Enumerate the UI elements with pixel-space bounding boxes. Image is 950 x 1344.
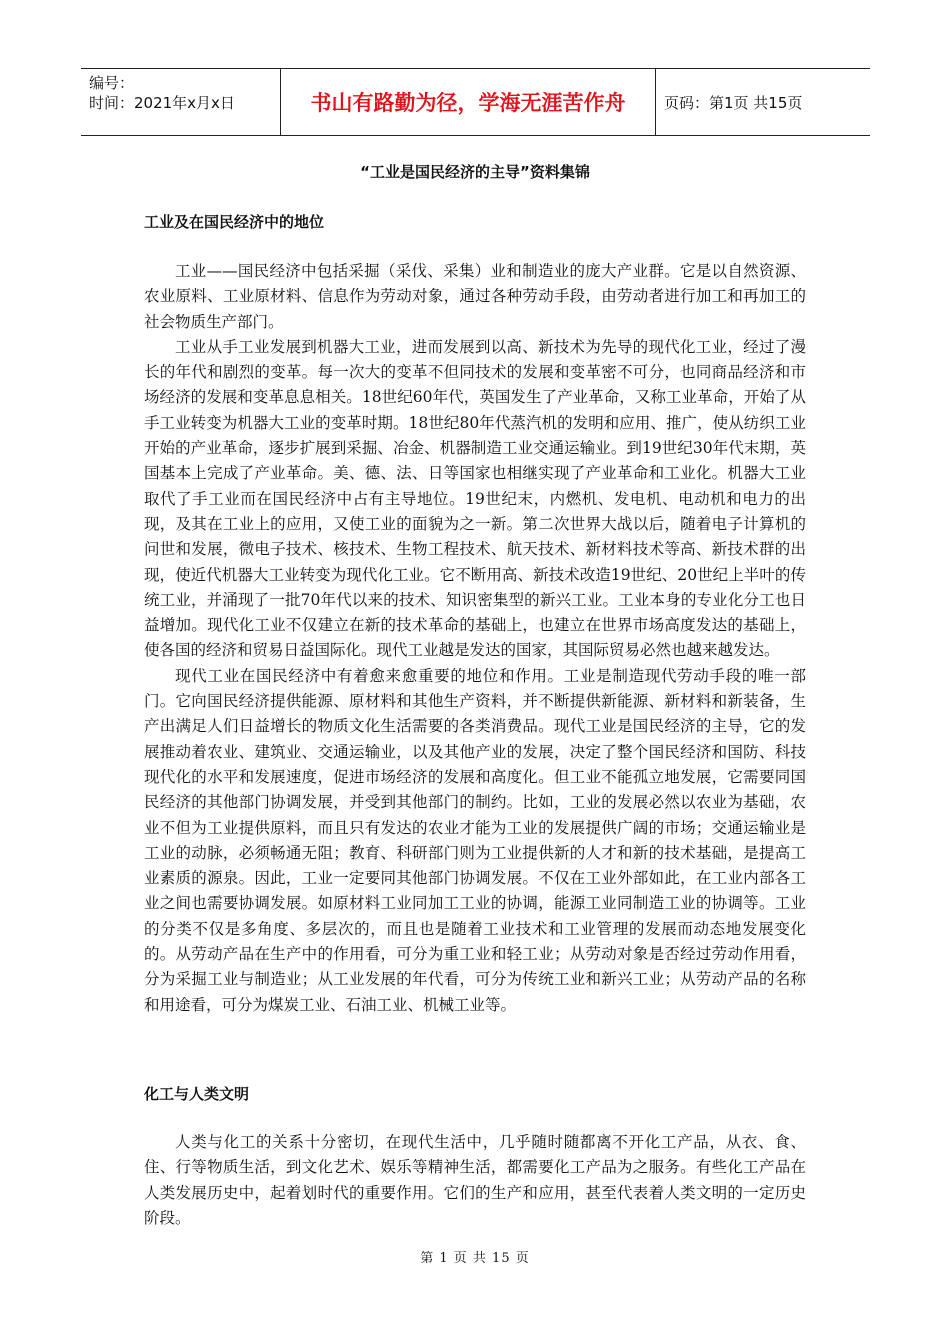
page-number-label: 页码：第1页 共15页 [664,93,803,112]
paragraph: 人类与化工的关系十分密切，在现代生活中，几乎随时随都离不开化工产品，从衣、食、住、行等物质生活，到文化艺术、娱乐等精神生活，都需要化工产品为之服务。有些化工产品在人类发展历史中，起着划时代的重要作用。它们的生产和应用，甚至代表着人类文明的一定历史阶段。 [144,1133,806,1227]
section-body-chemical [144,1130,806,1231]
paragraph: 工业——国民经济中包括采掘（采伐、采集）业和制造业的庞大产业群。它是以自然资源、农业原料、工业原材料、信息作为劳动对象，通过各种劳动手段，由劳动者进行加工和再加工的社会物质生产部门。 [144,262,806,331]
header-motto: 书山有路勤为径，学海无涯苦作舟 [281,69,656,135]
document-time-label: 时间：2021年x月x日 [89,94,235,112]
section-heading-chemical: 化工与人类文明 [144,1085,250,1103]
document-title: “工业是国民经济的主导”资料集锦 [360,163,590,181]
page-footer: 第 1 页 共 15 页 [420,1251,530,1266]
paragraph: 工业从手工业发展到机器大工业，进而发展到以高、新技术为先导的现代化工业，经过了漫长的年代和剧烈的变革。每一次大的变革不但同技术的发展和变革密不可分，也同商品经济和市场经济的发展和变革息息相关。18世纪60年代，英国发生了产业革命，又称工业革命，开始了从手工业转变为机器大工业的变革时期。18世纪80年代蒸汽机的发明和应用、推广，使从纺织工业开始的产业革命，逐步扩展到采掘、冶金、机器制造工业交通运输业。到19世纪30年代末期，英国基本上完成了产业革命。美、德、法、日等国家也相继实现了产业革命和工业化。机器大工业取代了手工业而在国民经济中占有主导地位。19世纪末，内燃机、发电机、电动机和电力的出现，及其在工业上的应用，又使工业的面貌为之一新。第二次世界大战以后，随着电子计算机的问世和发展，微电子技术、核技术、生物工程技术、航天技术、新材料技术等高、新技术群的出现，使近代机器大工业转变为现代化工业。它不断用高、新技术改造19世纪、20世纪上半叶的传统工业，并涌现了一批70年代以来的技术、知识密集型的新兴工业。工业本身的专业化分工也日益增加。现代化工业不仅建立在新的技术革命的基础上，也建立在世界市场高度发达的基础上，使各国的经济和贸易日益国际化。现代工业越是发达的国家，其国际贸易必然也越来越发达。 [144,337,806,660]
section-heading-industry: 工业及在国民经济中的地位 [144,213,325,231]
document-number-label: 编号： [89,74,135,92]
section-body-industry [144,259,806,1018]
paragraph: 现代工业在国民经济中有着愈来愈重要的地位和作用。工业是制造现代劳动手段的唯一部门。它向国民经济提供能源、原材料和其他生产资料，并不断提供新能源、新材料和新装备，生产出满足人们日益增长的物质文化生活需要的各类消费品。现代工业是国民经济的主导，它的发展推动着农业、建筑业、交通运输业，以及其他产业的发展，决定了整个国民经济和国防、科技现代化的水平和发展速度，促进市场经济的发展和高度化。但工业不能孤立地发展，它需要同国民经济的其他部门协调发展，并受到其他部门的制约。比如，工业的发展必然以农业为基础，农业不但为工业提供原料，而且只有发达的农业才能为工业的发展提供广阔的市场；交通运输业是工业的动脉，必须畅通无阻；教育、科研部门则为工业提供新的人才和新的技术基础，是提高工业素质的源泉。因此，工业一定要同其他部门协调发展。不仅在工业外部如此，在工业内部各工业之间也需要协调发展。如原材料工业同加工工业的协调，能源工业同制造工业的协调等。工业的分类不仅是多角度、多层次的，而且也是随着工业技术和工业管理的发展而动态地发展变化的。从劳动产品在生产中的作用看，可分为重工业和轻工业；从劳动对象是否经过劳动作用看，分为采掘工业与制造业；从工业发展的年代看，可分为传统工业和新兴工业；从劳动产品的名称和用途看，可分为煤炭工业、石油工业、机械工业等。 [144,666,806,1014]
header-page-number [656,69,870,135]
header-meta [81,69,281,135]
page-header [81,68,870,136]
